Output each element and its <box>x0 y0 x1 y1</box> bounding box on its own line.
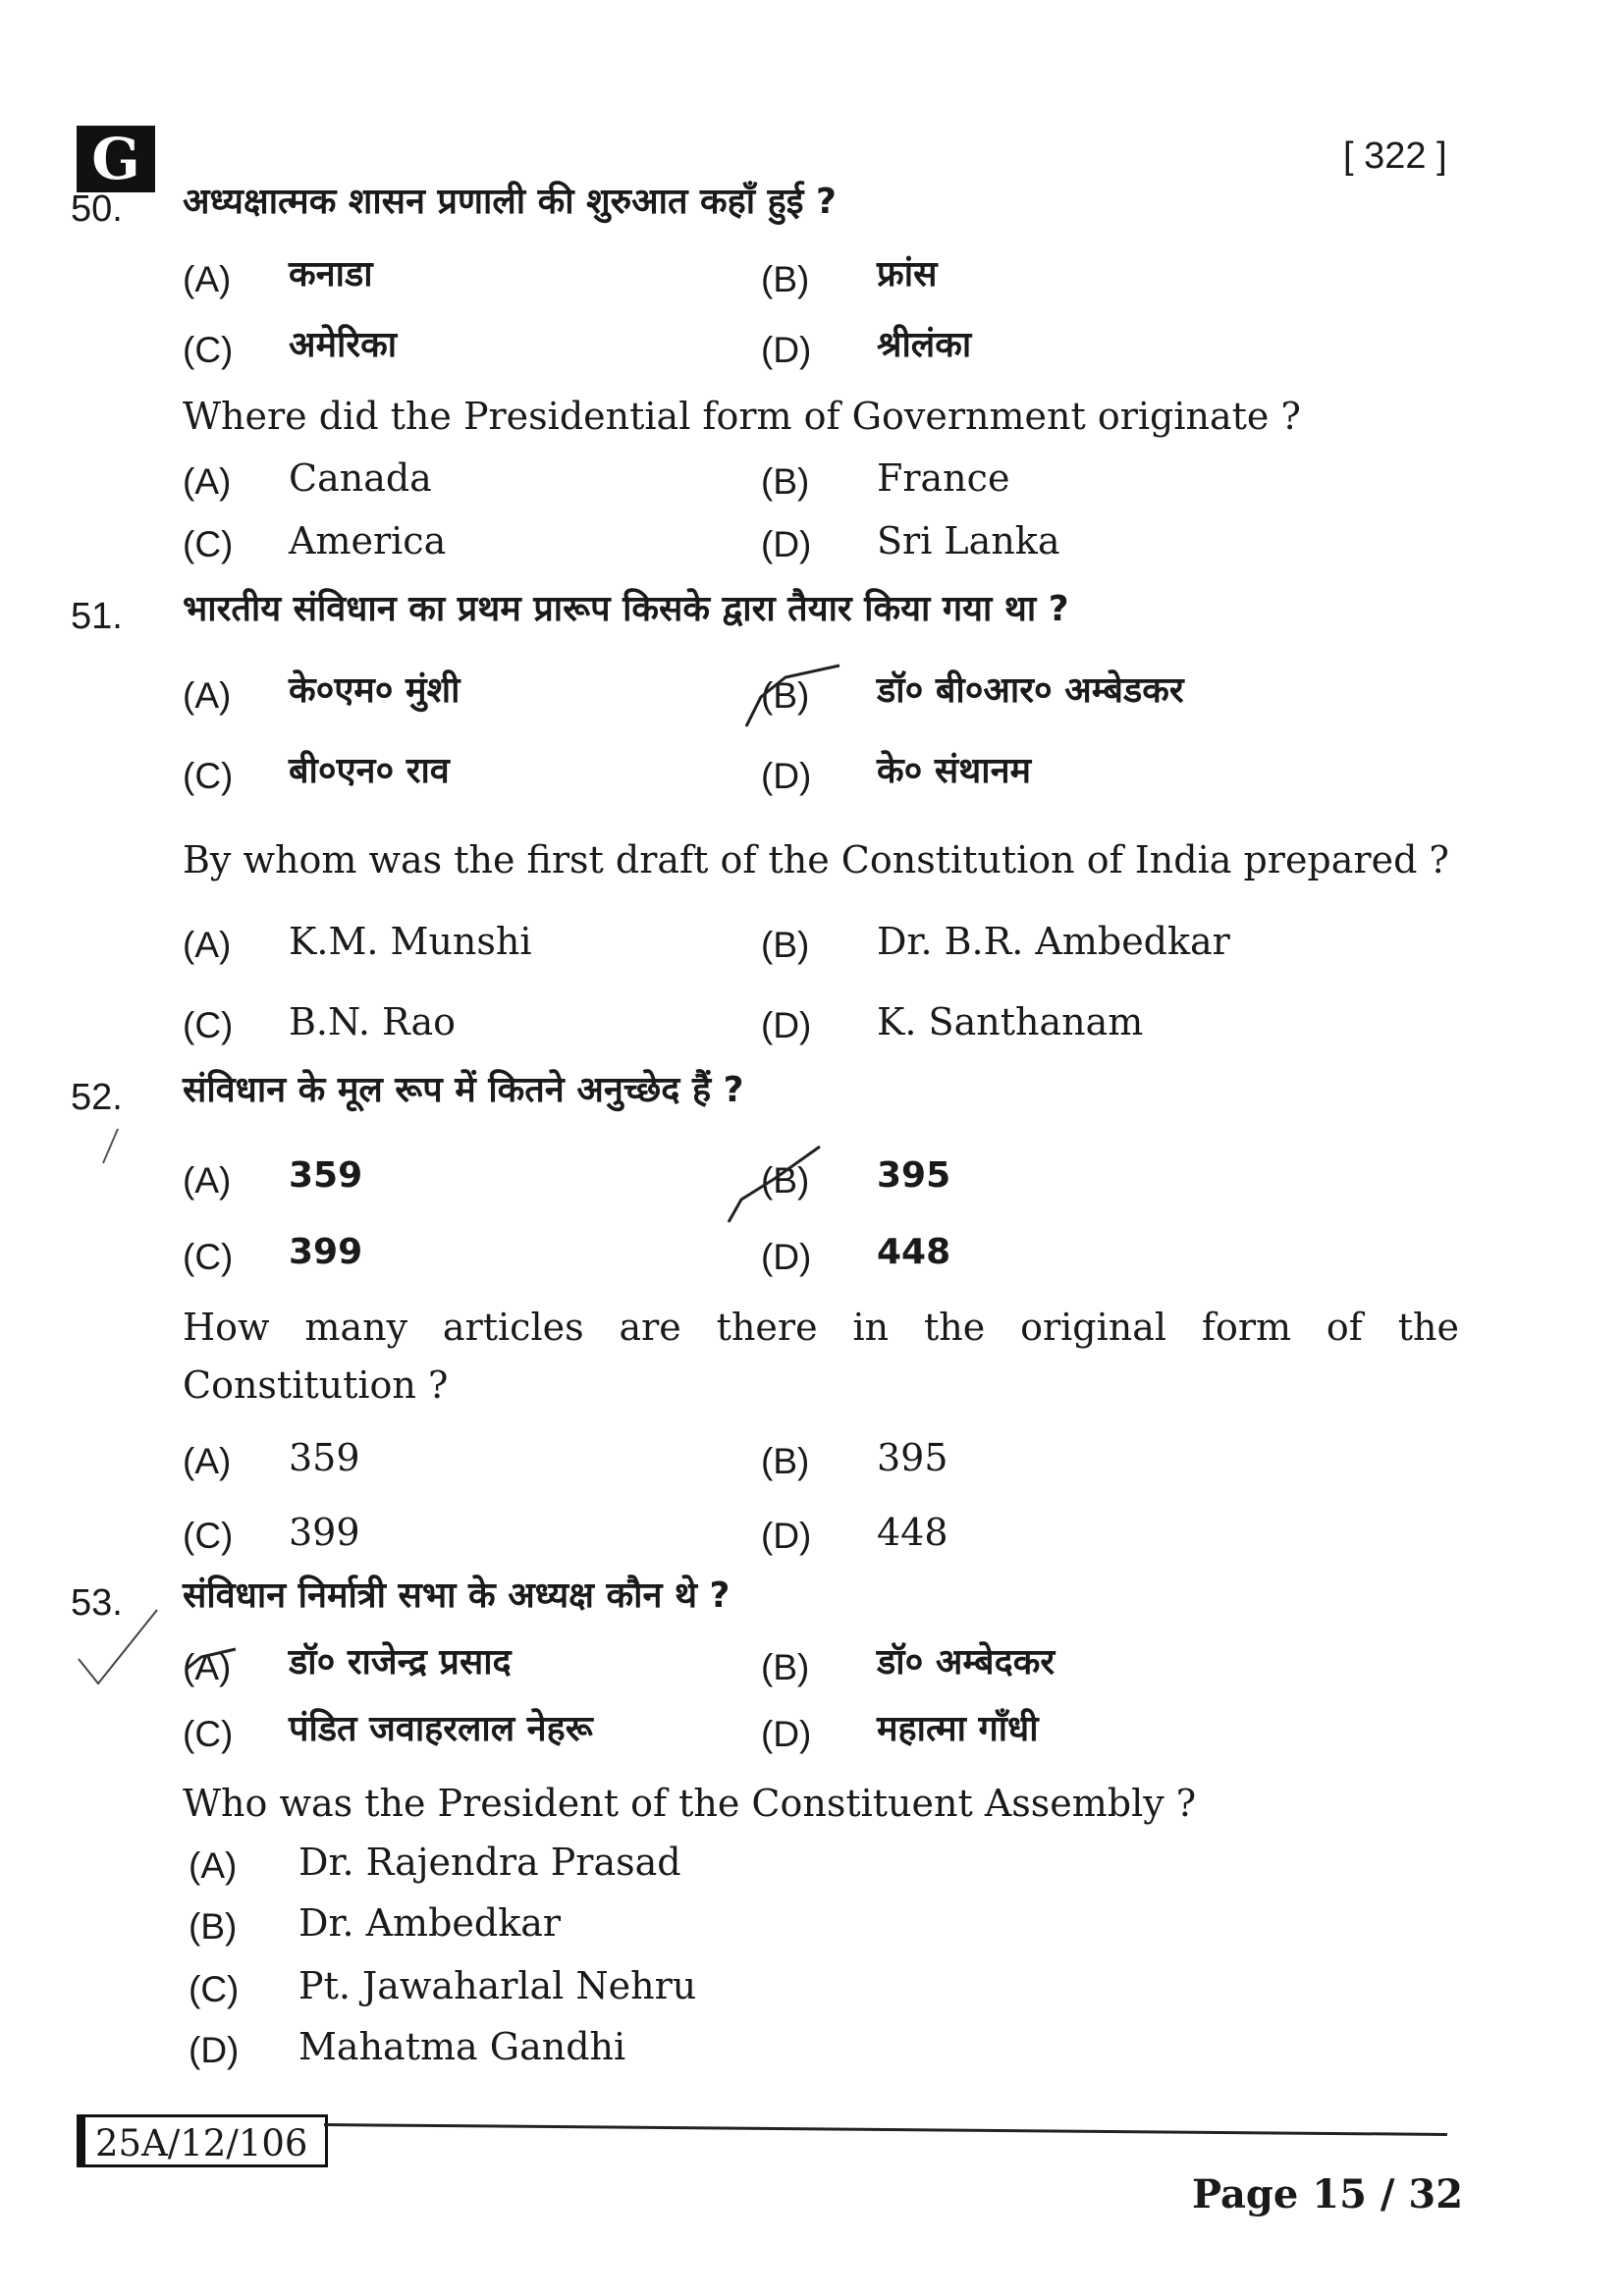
option-text: कनाडा <box>289 254 373 294</box>
page-number: Page 15 / 32 <box>1192 2171 1464 2217</box>
option-text: फ्रांस <box>877 254 938 294</box>
option-text: डॉ० बी०आर० अम्बेडकर <box>877 670 1184 711</box>
option-text: K.M. Munshi <box>289 920 532 963</box>
option-label: (A) <box>189 1845 238 1886</box>
set-letter-badge: G <box>77 126 155 192</box>
footer-rule <box>324 2123 1447 2136</box>
option-label: (D) <box>761 524 812 564</box>
option-text: K. Santhanam <box>877 1000 1144 1043</box>
option-text: 399 <box>289 1511 360 1554</box>
option-text: 395 <box>877 1155 951 1196</box>
margin-stroke-q52 <box>103 1129 118 1163</box>
option-text: Dr. B.R. Ambedkar <box>877 920 1230 963</box>
booklet-code: 25A/12/106 <box>77 2114 328 2167</box>
option-label: (A) <box>183 1441 232 1481</box>
question-number: 52. <box>71 1077 123 1118</box>
option-label: (B) <box>761 259 810 299</box>
option-label: (A) <box>183 259 232 299</box>
option-label: (D) <box>761 1237 812 1277</box>
option-text: 359 <box>289 1436 360 1479</box>
option-label: (C) <box>183 1237 234 1277</box>
question-number: 50. <box>71 188 123 230</box>
option-label: (B) <box>761 461 810 502</box>
option-text: Dr. Ambedkar <box>298 1901 562 1945</box>
option-label: (A) <box>183 925 232 965</box>
option-label: (B) <box>761 925 810 965</box>
question-text-hindi: संविधान निर्मात्री सभा के अध्यक्ष कौन थे ? <box>183 1575 731 1616</box>
question-text-english: Who was the President of the Constituent Assembly ? <box>183 1782 1197 1825</box>
question-text-hindi: भारतीय संविधान का प्रथम प्रारूप किसके द्वारा तैयार किया गया था ? <box>183 589 1069 629</box>
option-text: महात्मा गाँधी <box>877 1709 1039 1749</box>
option-text: Canada <box>289 456 432 500</box>
option-label: (A) <box>183 1160 232 1201</box>
option-label: (C) <box>183 524 234 564</box>
option-text: 448 <box>877 1511 948 1554</box>
option-text: America <box>289 519 447 562</box>
option-text: Sri Lanka <box>877 519 1060 562</box>
option-text: 359 <box>289 1155 363 1196</box>
option-label: (B) <box>761 1441 810 1481</box>
option-text: पंडित जवाहरलाल नेहरू <box>289 1709 593 1749</box>
option-label: (D) <box>761 330 812 370</box>
option-label: (C) <box>183 756 234 796</box>
option-label: (D) <box>189 2030 240 2070</box>
question-text-english: By whom was the first draft of the Constitution of India prepared ? <box>183 838 1449 881</box>
option-label: (A) <box>183 461 232 502</box>
option-label: (C) <box>183 1714 234 1754</box>
option-text: 399 <box>289 1232 363 1272</box>
option-label: (C) <box>183 330 234 370</box>
option-label: (B) <box>761 675 810 716</box>
question-text-english-cont: Constitution ? <box>183 1363 449 1407</box>
option-label: (D) <box>761 756 812 796</box>
option-label: (D) <box>761 1714 812 1754</box>
option-text: श्रीलंका <box>877 325 972 365</box>
option-label: (C) <box>183 1516 234 1556</box>
option-text: बी०एन० राव <box>289 751 450 791</box>
option-text: डॉ० राजेन्द्र प्रसाद <box>289 1642 512 1682</box>
option-label: (B) <box>189 1906 238 1947</box>
option-text: Dr. Rajendra Prasad <box>298 1841 681 1884</box>
option-label: (C) <box>183 1005 234 1045</box>
option-text: Mahatma Gandhi <box>298 2025 626 2068</box>
option-label: (C) <box>189 1969 240 2009</box>
question-number: 53. <box>71 1582 123 1624</box>
option-label: (D) <box>761 1516 812 1556</box>
option-label: (A) <box>183 675 232 716</box>
option-text: अमेरिका <box>289 325 398 365</box>
question-text-english: How many articles are there in the original form of the <box>183 1306 1459 1349</box>
option-label: (B) <box>761 1647 810 1687</box>
option-label: (A) <box>183 1647 232 1687</box>
option-text: डॉ० अम्बेदकर <box>877 1642 1056 1682</box>
option-text: 395 <box>877 1436 948 1479</box>
question-text-english: Where did the Presidential form of Government originate ? <box>183 395 1301 438</box>
option-text: के० संथानम <box>877 751 1032 791</box>
question-number: 51. <box>71 596 123 637</box>
question-text-hindi: संविधान के मूल रूप में कितने अनुच्छेद हैं ? <box>183 1070 744 1110</box>
option-text: 448 <box>877 1232 951 1272</box>
option-text: France <box>877 456 1010 500</box>
option-text: B.N. Rao <box>289 1000 456 1043</box>
option-label: (B) <box>761 1160 810 1201</box>
option-text: के०एम० मुंशी <box>289 670 460 711</box>
page-code: [ 322 ] <box>1343 135 1447 177</box>
option-label: (D) <box>761 1005 812 1045</box>
question-text-hindi: अध्यक्षात्मक शासन प्रणाली की शुरुआत कहाँ हुई ? <box>183 182 837 222</box>
option-text: Pt. Jawaharlal Nehru <box>298 1964 697 2007</box>
